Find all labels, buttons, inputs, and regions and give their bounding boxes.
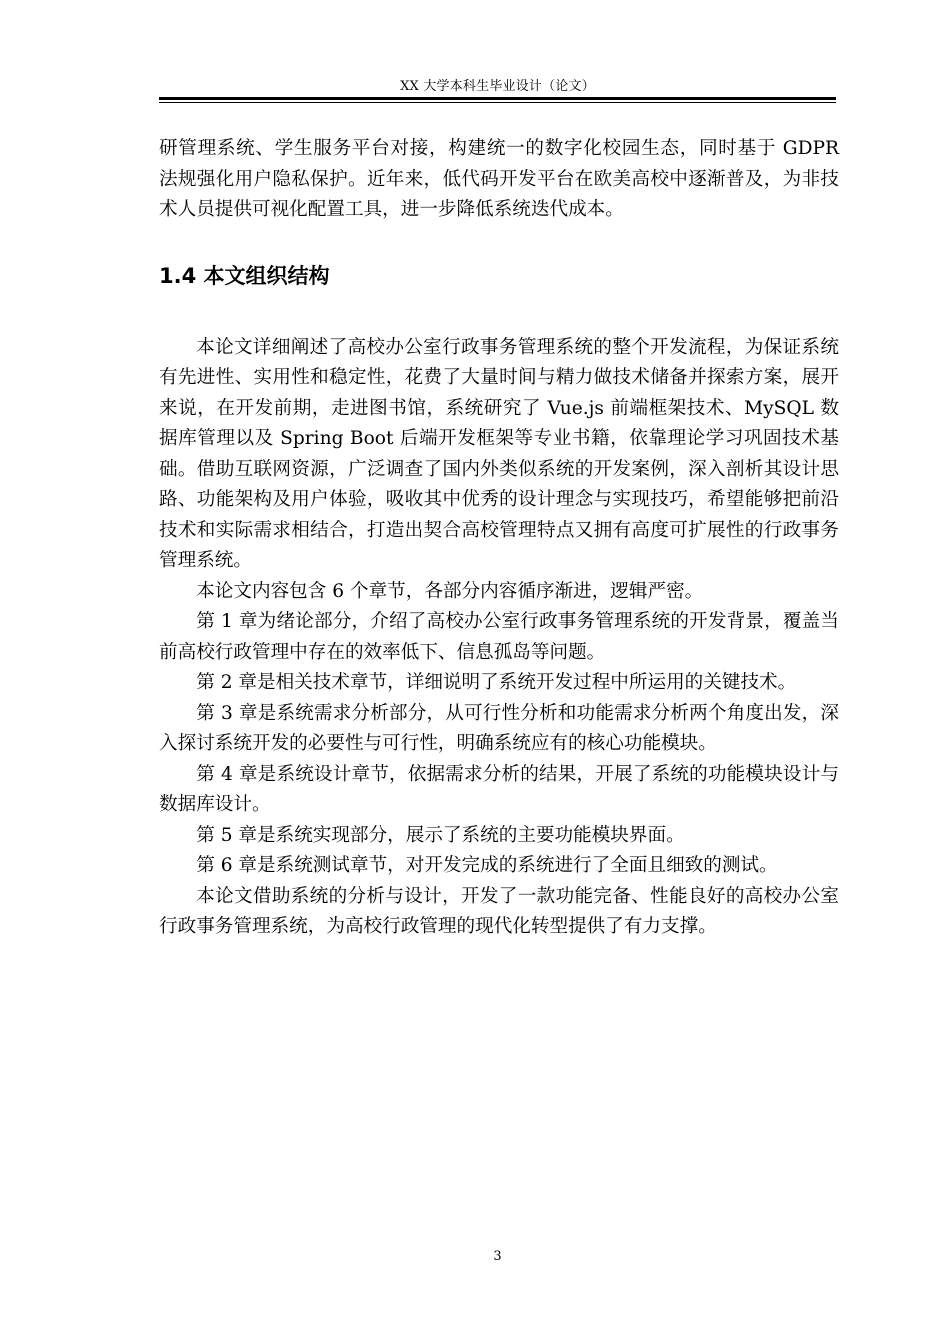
body-paragraph-overview: 本论文详细阐述了高校办公室行政事务管理系统的整个开发流程，为保证系统有先进性、实用性和稳定性，花费了大量时间与精力做技术储备并探索方案，展开来说，在开发前期，走进图书馆，系统研究了 Vue.js 前端框架技术、MySQL 数据库管理以及 Spring Boot 后端开发框架等专业书籍，依靠理论学习巩固技术基础。借助互联网资源，广泛调查了国内外类似系统的开发案例，深入剖析其设计思路、功能架构及用户体验，吸收其中优秀的设计理念与实现技巧，希望能够把前沿技术和实际需求相结合，打造出契合高校管理特点又拥有高度可扩展性的行政事务管理系统。 — [159, 336, 839, 571]
heading-spacer — [159, 291, 839, 333]
body-paragraph-chapter-5: 第 5 章是系统实现部分，展示了系统的主要功能模块界面。 — [196, 824, 685, 846]
page-number: 3 — [493, 1249, 502, 1264]
page-header-title: XX 大学本科生毕业设计（论文） — [400, 79, 595, 94]
header-rule-thick — [159, 97, 836, 100]
body-paragraph-chapter-4: 第 4 章是系统设计章节，依据需求分析的结果，开展了系统的功能模块设计与数据库设计。 — [159, 763, 839, 815]
body-paragraph-chapters: 本论文内容包含 6 个章节，各部分内容循序渐进，逻辑严密。 — [196, 580, 704, 602]
body-paragraph-conclusion: 本论文借助系统的分析与设计，开发了一款功能完备、性能良好的高校办公室行政事务管理系统，为高校行政管理的现代化转型提供了有力支撑。 — [159, 885, 839, 937]
body-paragraph-chapter-6: 第 6 章是系统测试章节，对开发完成的系统进行了全面且细致的测试。 — [196, 855, 778, 876]
document-body — [159, 134, 839, 943]
section-heading: 1.4 本文组织结构 — [159, 263, 330, 288]
header-rule-thin — [159, 102, 836, 103]
continuation-paragraph: 研管理系统、学生服务平台对接，构建统一的数字化校园生态，同时基于 GDPR 法规强化用户隐私保护。近年来，低代码开发平台在欧美高校中逐渐普及，为非技术人员提供可视化配置工具，进一步降低系统迭代成本。 — [159, 138, 839, 220]
body-paragraph-chapter-3: 第 3 章是系统需求分析部分，从可行性分析和功能需求分析两个角度出发，深入探讨系统开发的必要性与可行性，明确系统应有的核心功能模块。 — [159, 702, 839, 754]
body-paragraph-chapter-1: 第 1 章为绪论部分，介绍了高校办公室行政事务管理系统的开发背景，覆盖当前高校行政管理中存在的效率低下、信息孤岛等问题。 — [159, 611, 839, 663]
body-paragraph-chapter-2: 第 2 章是相关技术章节，详细说明了系统开发过程中所运用的关键技术。 — [196, 672, 797, 693]
